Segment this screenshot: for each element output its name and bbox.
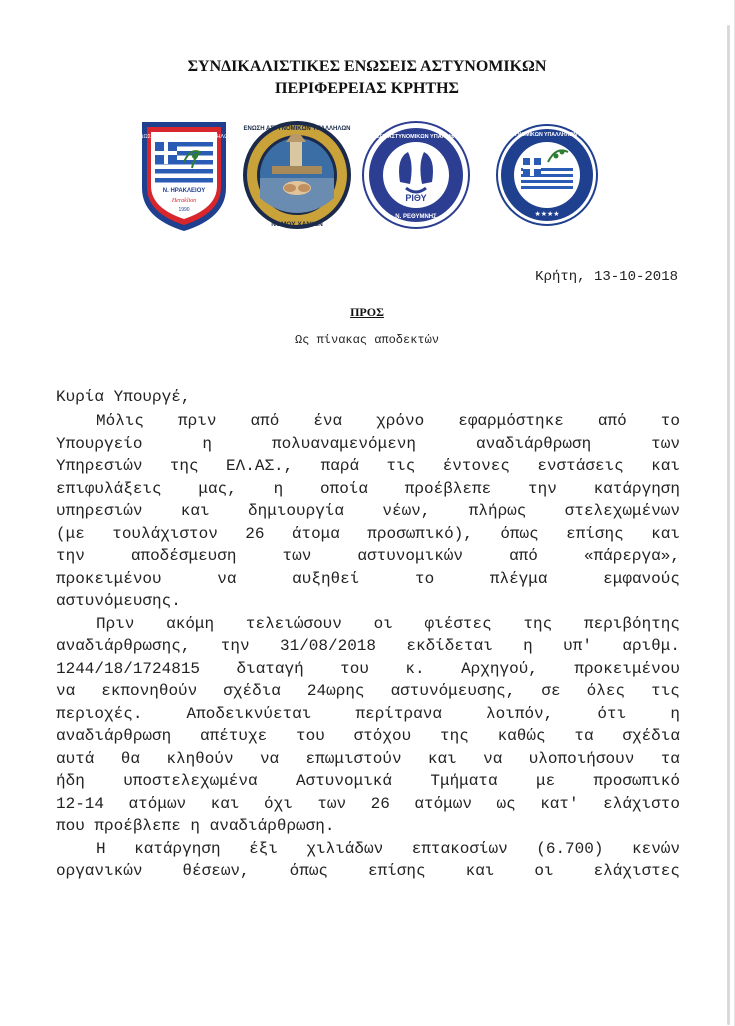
chania-union-logo-icon — [242, 118, 352, 233]
body-line: Υπηρεσιών της ΕΛ.ΑΣ., παρά τις έντονες ενστάσεις και — [56, 457, 680, 475]
recipients-line: Ως πίνακας αποδεκτών — [294, 333, 440, 347]
svg-text:Ν. ΗΡΑΚΛΕΙΟΥ: Ν. ΗΡΑΚΛΕΙΟΥ — [162, 188, 206, 194]
body-line: Η κατάργηση έξι χιλιάδων επτακοσίων (6.700) κενών — [96, 839, 680, 858]
body-line: αυτά θα κληθούν να επωμιστούν και να υλοποιήσουν τα — [56, 749, 680, 768]
body-line: αστυνόμευσης. — [56, 592, 181, 610]
lasithi-union-logo-icon — [484, 118, 610, 233]
rethymno-union-logo-icon — [362, 118, 470, 233]
body-line: περιοχές. Αποδεικνύεται περίτρανα λοιπόν, ότι η — [56, 704, 680, 723]
body-line: προκειμένου να αυξηθεί το πλέγμα εμφανούς — [56, 569, 680, 588]
svg-text:★★★★: ★★★★ — [534, 211, 560, 218]
body-line: την αποδέσμευση των αστυνομικών από «πάρεργα», — [56, 547, 680, 565]
header-line-2: ΠΕΡΙΦΕΡΕΙΑΣ ΚΡΗΤΗΣ — [275, 80, 459, 97]
body-line: που προέβλεπε η αναδιάρθρωση. — [56, 817, 335, 835]
body-line: επιφυλάξεις μας, η οποία προέβλεπε την κατάργηση — [56, 479, 680, 498]
body-line: Πριν ακόμη τελειώσουν οι φιέστες της περιβόητης — [96, 614, 680, 633]
salutation: Κυρία Υπουργέ, — [56, 388, 191, 406]
body-line: Μόλις πριν από ένα χρόνο εφαρμόστηκε από το — [96, 412, 680, 430]
svg-text:ΕΝΩΣΗ ΑΣΤΥΝΟΜΙΚΩΝ ΥΠΑΛΛΗΛΩΝ Ν.: ΕΝΩΣΗ ΑΣΤΥΝΟΜΙΚΩΝ ΥΠΑΛΛΗΛΩΝ Ν. ΛΑΣΙΘΙΟΥ — [484, 132, 610, 138]
heraklion-union-logo-icon — [135, 118, 233, 233]
svg-text:ΡΙΘΥ: ΡΙΘΥ — [405, 193, 427, 203]
letter-date: Κρήτη, 13-10-2018 — [535, 269, 678, 285]
body-line: να εκπονηθούν σχέδια 24ωρης αστυνόμευσης, σε όλες τις — [56, 682, 680, 700]
svg-text:ΕΝΩΣΗ ΑΣΤΥΝΟΜΙΚΩΝ ΥΠΑΛΛΗΛΩΝ: ΕΝΩΣΗ ΑΣΤΥΝΟΜΙΚΩΝ ΥΠΑΛΛΗΛΩΝ — [366, 134, 466, 140]
body-line: αναδιάρθρωση απέτυχε του στόχου της καθώς τα σχέδια — [56, 727, 680, 745]
body-line: 1244/18/1724815 διαταγή του κ. Αρχηγού, προκειμένου — [56, 659, 680, 678]
body-line: οργανικών θέσεων, όπως επίσης και οι ελάχιστες — [56, 862, 680, 880]
svg-text:1990: 1990 — [178, 207, 190, 213]
to-label: ΠΡΟΣ — [350, 305, 384, 319]
body-line: (με τουλάχιστον 26 άτομα προσωπικό), όπως επίσης και — [56, 524, 680, 543]
body-line: αναδιάρθρωσης, την 31/08/2018 εκδίδεται η υπ' αριθμ. — [56, 637, 680, 655]
header-line-1: ΣΥΝΔΙΚΑΛΙΣΤΙΚΕΣ ΕΝΩΣΕΙΣ ΑΣΤΥΝΟΜΙΚΩΝ — [187, 58, 547, 75]
svg-text:Heraklion: Heraklion — [171, 198, 197, 204]
letter-body — [56, 410, 680, 883]
body-line: υπηρεσιών και δημιουργία νέων, πλήρως στελεχωμένων — [56, 502, 680, 520]
svg-text:ΕΝΩΣΗ ΑΣΤΥΝΟΜΙΚΩΝ ΥΠΑΛΛΗΛΩΝ: ΕΝΩΣΗ ΑΣΤΥΝΟΜΙΚΩΝ ΥΠΑΛΛΗΛΩΝ — [135, 134, 233, 140]
body-line: 12-14 ατόμων και όχι των 26 ατόμων ως κατ' ελάχιστο — [56, 794, 680, 813]
svg-text:ΕΝΩΣΗ ΑΣΤΥΝΟΜΙΚΩΝ ΥΠΑΛΛΗΛΩΝ: ΕΝΩΣΗ ΑΣΤΥΝΟΜΙΚΩΝ ΥΠΑΛΛΗΛΩΝ — [243, 126, 351, 132]
scrollbar[interactable] — [727, 25, 730, 1025]
body-line: ήδη υποστελεχωμένα Αστυνομικά Τμήματα με προσωπικό — [56, 772, 680, 790]
body-line: Υπουργείο η πολυαναμενόμενη αναδιάρθρωση των — [56, 434, 680, 453]
svg-text:Ν. ΡΕΘΥΜΝΗΣ: Ν. ΡΕΘΥΜΝΗΣ — [395, 214, 437, 220]
svg-text:ΝΟΜΟΥ ΧΑΝΙΩΝ: ΝΟΜΟΥ ΧΑΝΙΩΝ — [271, 221, 323, 228]
